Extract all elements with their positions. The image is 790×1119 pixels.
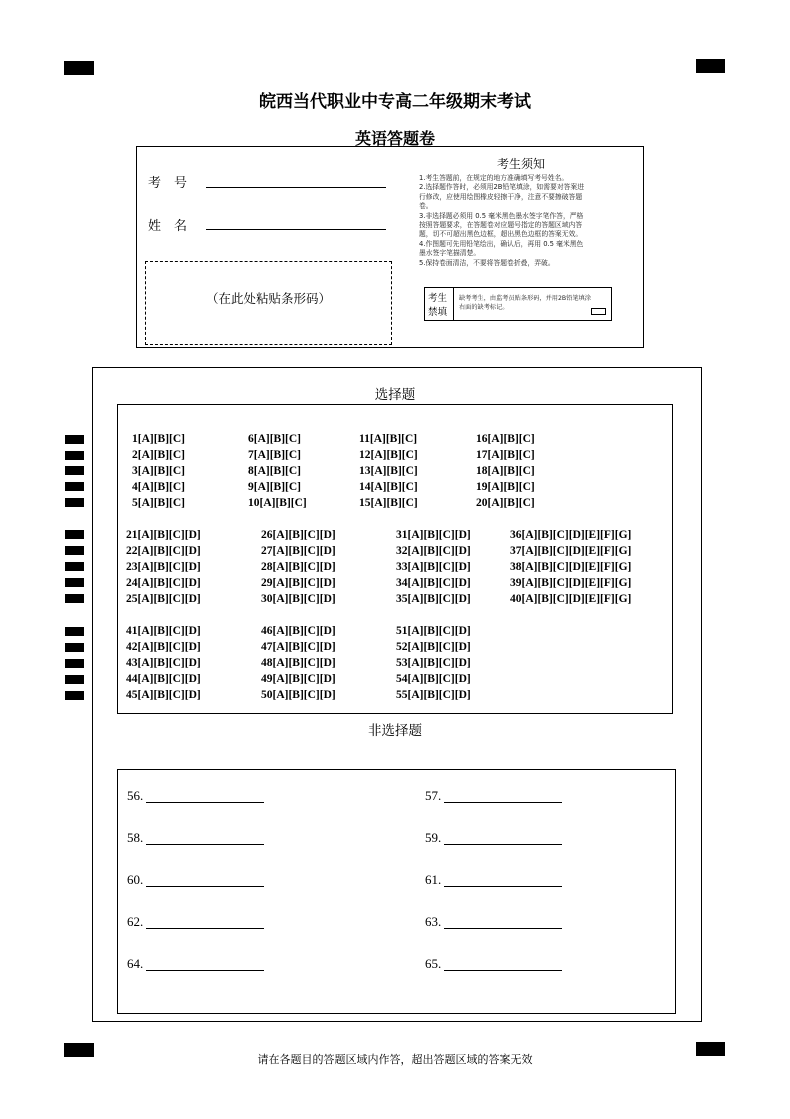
notice-line: 5.保持卷面清洁，不要将答题卷折叠，弄破。 [419,258,555,267]
timing-mark [65,466,84,475]
choice-item[interactable]: 36[A][B][C][D][E][F][G] [510,529,632,541]
choice-item[interactable]: 1[A][B][C] [132,433,186,445]
choice-item[interactable]: 49[A][B][C][D] [261,673,336,685]
question-number: 56. [127,788,144,803]
choice-item[interactable]: 13[A][B][C] [359,465,418,477]
choice-item[interactable]: 42[A][B][C][D] [126,641,201,653]
timing-mark [65,546,84,555]
answer-line[interactable] [146,886,264,887]
name-field[interactable] [206,229,386,230]
timing-mark [65,627,84,636]
corner-mark-top-right [696,59,725,73]
answer-line[interactable] [444,928,562,929]
question-number: 62. [127,914,144,929]
choice-item[interactable]: 35[A][B][C][D] [396,593,471,605]
absent-mark-box[interactable] [591,308,606,315]
question-number: 65. [425,956,442,971]
choice-section-title: 选择题 [374,387,416,403]
absent-text-2: 右面的缺考标记。 [459,304,509,311]
answer-line[interactable] [146,970,264,971]
choice-item[interactable]: 16[A][B][C] [476,433,535,445]
question-number: 59. [425,830,442,845]
timing-mark [65,691,84,700]
answer-line[interactable] [146,802,264,803]
notice-line: 4.作图题可先用铅笔绘出，确认后，再用 0.5 毫米黑色 [419,239,584,248]
choice-item[interactable]: 37[A][B][C][D][E][F][G] [510,545,632,557]
choice-item[interactable]: 21[A][B][C][D] [126,529,201,541]
choice-item[interactable]: 31[A][B][C][D] [396,529,471,541]
timing-mark [65,435,84,444]
answer-line[interactable] [444,970,562,971]
choice-item[interactable]: 8[A][B][C] [248,465,302,477]
nonchoice-box [117,769,676,1014]
timing-mark [65,482,84,491]
choice-item[interactable]: 54[A][B][C][D] [396,673,471,685]
choice-item[interactable]: 24[A][B][C][D] [126,577,201,589]
choice-item[interactable]: 30[A][B][C][D] [261,593,336,605]
choice-item[interactable]: 27[A][B][C][D] [261,545,336,557]
question-number: 60. [127,872,144,887]
question-number: 58. [127,830,144,845]
choice-item[interactable]: 23[A][B][C][D] [126,561,201,573]
choice-item[interactable]: 9[A][B][C] [248,481,302,493]
choice-item[interactable]: 53[A][B][C][D] [396,657,471,669]
question-number: 57. [425,788,442,803]
notice-line: 按照答题要求，在答题卷对应题号指定的答题区域内答 [419,221,583,229]
exam-number-field[interactable] [206,187,386,188]
choice-item[interactable]: 50[A][B][C][D] [261,689,336,701]
page-subtitle: 英语答题卷 [354,129,435,148]
barcode-area [145,261,392,345]
choice-item[interactable]: 2[A][B][C] [132,449,186,461]
choice-item[interactable]: 25[A][B][C][D] [126,593,201,605]
choice-item[interactable]: 26[A][B][C][D] [261,529,336,541]
choice-item[interactable]: 55[A][B][C][D] [396,689,471,701]
choice-item[interactable]: 11[A][B][C] [359,433,418,445]
choice-item[interactable]: 10[A][B][C] [248,497,307,509]
corner-mark-top-left [64,61,94,75]
choice-item[interactable]: 5[A][B][C] [132,497,186,509]
timing-mark [65,675,84,684]
choice-item[interactable]: 44[A][B][C][D] [126,673,201,685]
absent-text-1: 缺考考生，由监考员贴条形码，并用2B铅笔填涂 [459,295,591,302]
absent-label-2: 禁填 [428,307,448,318]
choice-item[interactable]: 41[A][B][C][D] [126,625,201,637]
choice-item[interactable]: 32[A][B][C][D] [396,545,471,557]
choice-item[interactable]: 28[A][B][C][D] [261,561,336,573]
absent-label-cell [425,288,454,320]
choice-item[interactable]: 40[A][B][C][D][E][F][G] [510,593,632,605]
notice-line: 题，切不可超出黑色边框，超出黑色边框的答案无效。 [419,230,583,239]
choice-item[interactable]: 7[A][B][C] [248,449,302,461]
notice-line: 2.选择题作答时，必须用2B铅笔填涂，如需要对答案进 [419,183,585,192]
choice-item[interactable]: 19[A][B][C] [476,481,535,493]
timing-mark [65,451,84,460]
choice-item[interactable]: 3[A][B][C] [132,465,186,477]
choice-item[interactable]: 47[A][B][C][D] [261,641,336,653]
choice-item[interactable]: 51[A][B][C][D] [396,625,471,637]
timing-mark [65,530,84,539]
choice-item[interactable]: 45[A][B][C][D] [126,689,201,701]
choice-item[interactable]: 4[A][B][C] [132,481,186,493]
notice-title: 考生须知 [497,157,546,171]
answer-line[interactable] [146,844,264,845]
choice-item[interactable]: 39[A][B][C][D][E][F][G] [510,577,632,589]
choice-item[interactable]: 46[A][B][C][D] [261,625,336,637]
choice-item[interactable]: 17[A][B][C] [476,449,535,461]
choice-item[interactable]: 14[A][B][C] [359,481,418,493]
answer-line[interactable] [444,802,562,803]
barcode-text: （在此处粘贴条形码） [205,291,331,306]
timing-mark [65,578,84,587]
question-number: 63. [425,914,442,929]
absent-box [424,287,612,321]
choice-item[interactable]: 15[A][B][C] [359,497,418,509]
timing-mark [65,594,84,603]
nonchoice-section-title: 非选择题 [368,723,422,739]
answer-line[interactable] [444,886,562,887]
choice-item[interactable]: 22[A][B][C][D] [126,545,201,557]
choice-item[interactable]: 33[A][B][C][D] [396,561,471,573]
notice-line: 1.考生答题前，在规定的地方准确填写考号姓名。 [419,174,569,182]
notice-line: 3.非选择题必须用 0.5 毫米黑色墨水签字笔作答，严格 [419,211,584,220]
notice-line: 卷。 [419,202,433,211]
timing-mark [65,643,84,652]
choice-item[interactable]: 12[A][B][C] [359,449,418,461]
timing-mark [65,498,84,507]
choice-item[interactable]: 29[A][B][C][D] [261,577,336,589]
notice-line: 墨水签字笔描清楚。 [419,249,481,258]
choice-item[interactable]: 20[A][B][C] [476,497,535,509]
notice-line: 行修改，应使用绘图橡皮轻擦干净，注意不要擦破答题 [419,192,583,201]
timing-mark [65,562,84,571]
timing-mark [65,659,84,668]
choice-item[interactable]: 6[A][B][C] [248,433,302,445]
absent-label-1: 考生 [428,293,448,304]
name-label: 姓 名 [148,219,188,234]
choice-item[interactable]: 52[A][B][C][D] [396,641,471,653]
choice-item[interactable]: 38[A][B][C][D][E][F][G] [510,561,632,573]
choice-item[interactable]: 34[A][B][C][D] [396,577,471,589]
choice-item[interactable]: 18[A][B][C] [476,465,535,477]
choice-item[interactable]: 43[A][B][C][D] [126,657,201,669]
answer-line[interactable] [146,928,264,929]
question-number: 61. [425,872,442,887]
question-number: 64. [127,956,144,971]
info-box [136,146,644,348]
footer-note: 请在各题目的答题区域内作答，超出答题区域的答案无效 [257,1053,533,1066]
choice-item[interactable]: 48[A][B][C][D] [261,657,336,669]
page-title: 皖西当代职业中专高二年级期末考试 [259,92,531,112]
exam-number-label: 考 号 [148,176,188,191]
answer-line[interactable] [444,844,562,845]
